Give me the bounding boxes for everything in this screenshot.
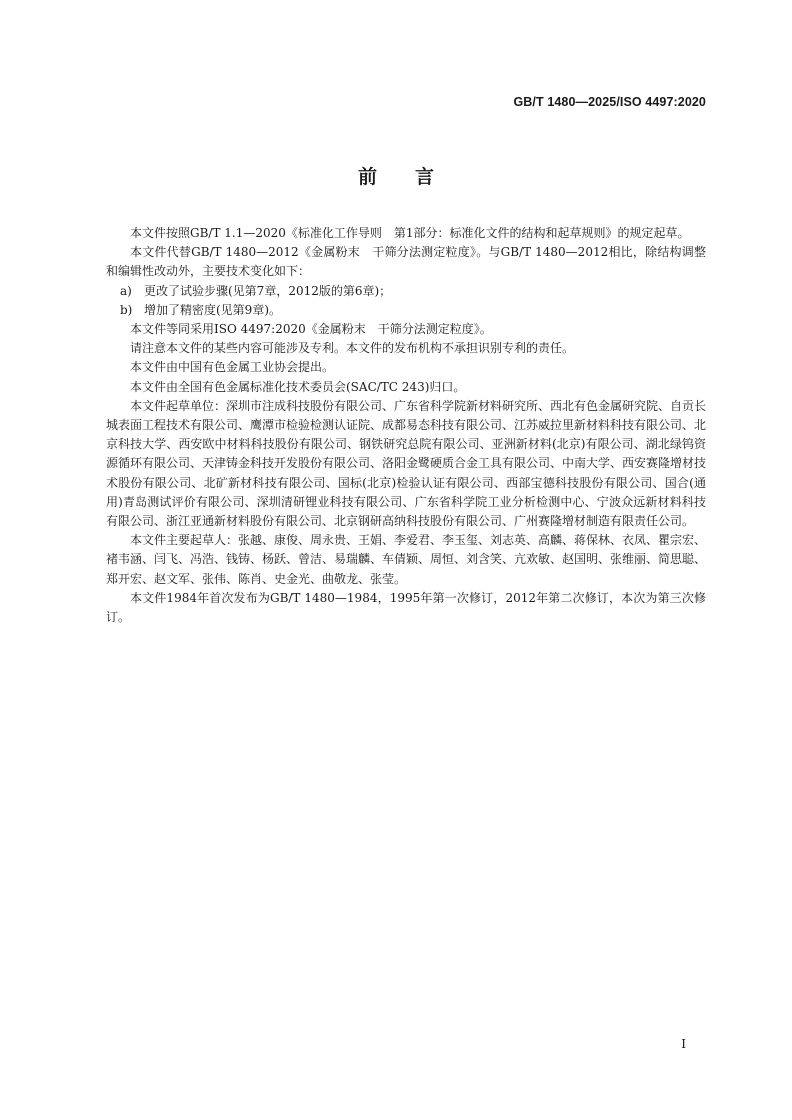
list-item-a: [106, 282, 706, 301]
title-char-2: 言: [415, 166, 435, 188]
paragraph-drafting-rules: 本文件按照GB/T 1.1—2020《标准化工作导则 第1部分：标准化文件的结构和起草规则》的规定起草。: [130, 226, 690, 240]
paragraph-history: 本文件1984年首次发布为GB/T 1480—1984，1995年第一次修订，2012年第二次修订，本次为第三次修订。: [106, 590, 706, 625]
paragraph-drafting-organizations: 本文件起草单位：深圳市注成科技股份有限公司、广东省科学院新材料研究所、西北有色金属研究院、自贡长城表面工程技术有限公司、鹰潭市检验检测认证院、成都易态科技有限公司、江苏威拉里新材料科技有限公司、北京科技大学、西安欧中材料科技股份有限公司、钢铁研究总院有限公司、亚洲新材料(北京)有限公司、湖北绿钨资源循环有限公司、天津铸金科技开发股份有限公司、洛阳金鹭硬质合金工具有限公司、中南大学、西安赛隆增材技术股份有限公司、北矿新材科技有限公司、国标(北京)检验认证有限公司、西部宝德科技股份有限公司、国合(通用)青岛测试评价有限公司、深圳清研锂业科技有限公司、广东省科学院工业分析检测中心、宁波众远新材料科技有限公司、浙江亚通新材料股份有限公司、北京钢研高纳科技股份有限公司、广州赛隆增材制造有限责任公司。: [106, 398, 707, 529]
page-number: I: [681, 1037, 686, 1051]
list-item-b: [106, 301, 706, 320]
list-item-b-text: 增加了精密度(见第9章)。: [144, 302, 281, 317]
paragraph-proposer: 本文件由中国有色金属工业协会提出。: [130, 360, 335, 375]
page-title: [0, 162, 792, 189]
paragraph-adoption: 本文件等同采用ISO 4497:2020《金属粉末 干筛分法测定粒度》。: [130, 322, 492, 337]
foreword-body: [106, 224, 706, 627]
list-item-a-text: 更改了试验步骤(见第7章，2012版的第6章)；: [144, 283, 392, 298]
list-item-a-label: a): [120, 283, 132, 298]
paragraph-replaces: 本文件代替GB/T 1480—2012《金属粉末 干筛分法测定粒度》。与GB/T 1480—2012相比，除结构调整和编辑性改动外，主要技术变化如下：: [106, 245, 706, 279]
list-item-b-label: b): [120, 302, 133, 317]
title-char-1: 前: [357, 166, 377, 188]
paragraph-committee: 本文件由全国有色金属标准化技术委员会(SAC/TC 243)归口。: [130, 379, 466, 394]
paragraph-drafters: 本文件主要起草人：张越、康俊、周永贵、王娟、李爱君、李玉玺、刘志英、高麟、蒋保林、衣凤、瞿宗宏、褚韦涵、闫飞、冯浩、钱铸、杨跃、曾洁、易瑞麟、车倩颖、周恒、刘含笑、亢欢敏、赵国明、张维丽、简思聪、郑开宏、赵文军、张伟、陈肖、史金光、曲敬龙、张莹。: [106, 533, 707, 586]
paragraph-patent-notice: 请注意本文件的某些内容可能涉及专利。本文件的发布机构不承担识别专利的责任。: [130, 341, 575, 356]
document-id-header: GB/T 1480—2025/ISO 4497:2020: [513, 95, 706, 109]
